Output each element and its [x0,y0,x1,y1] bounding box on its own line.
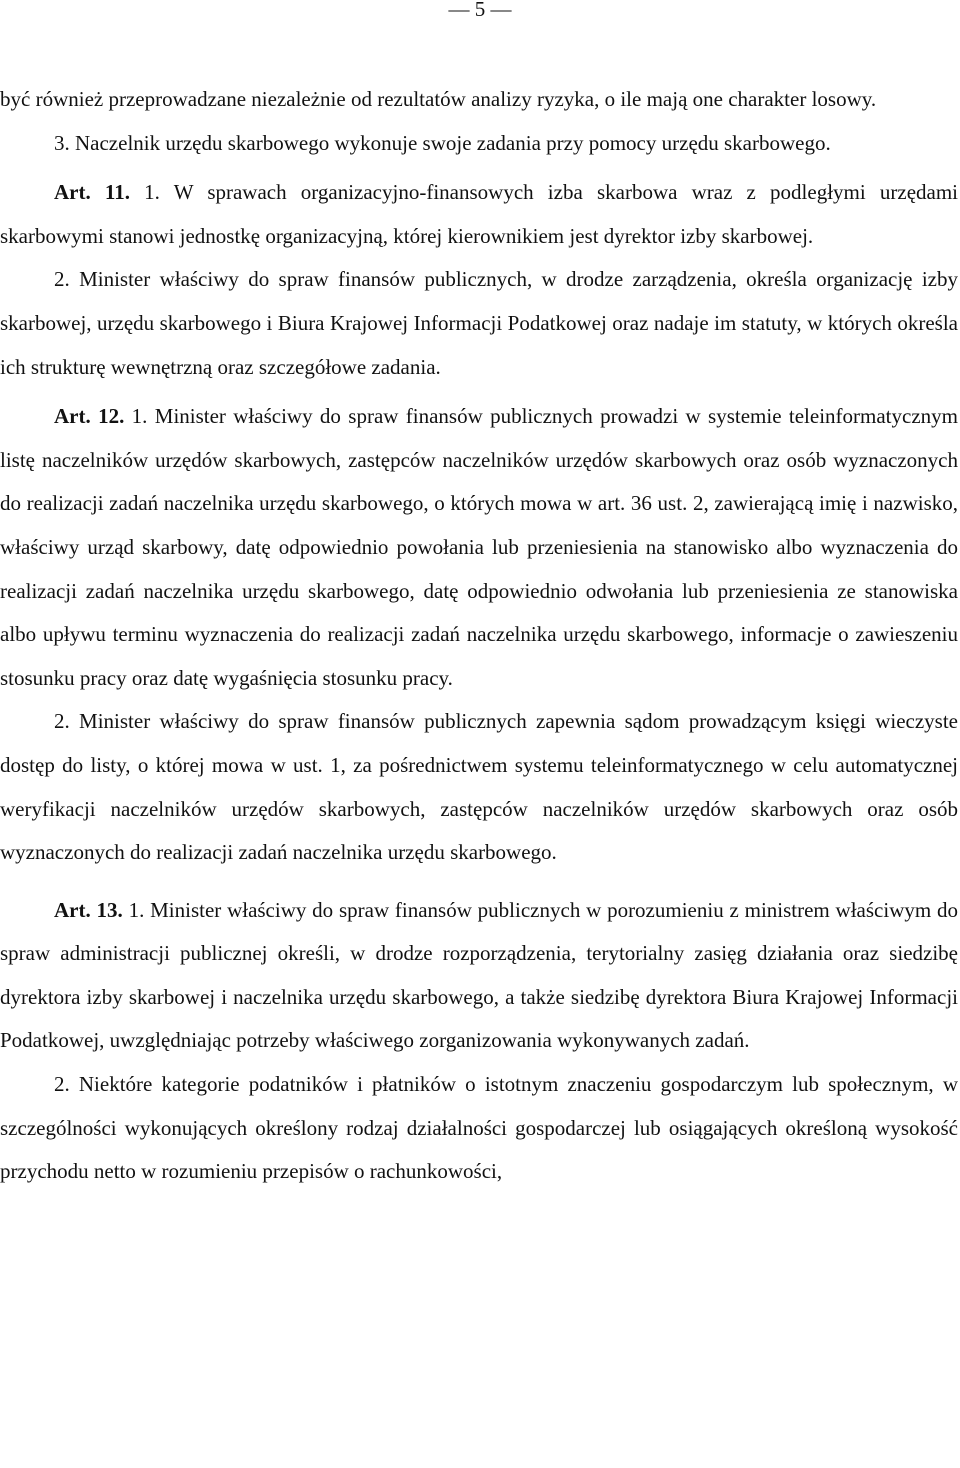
paragraph-text: 1. W sprawach organizacyjno-finansowych izba skarbowa wraz z podległymi urzędami skarbowymi stanowi jednostkę organizacyjną, której kierownikiem jest dyrektor izby skarbowej. [0,180,959,248]
paragraph-art13-ust1 [0,889,958,1063]
article-label: Art. 11. [54,180,130,205]
paragraph-text: 2. Niektóre kategorie podatników i płatników o istotnym znaczeniu gospodarczym lub społecznym, w szczególności wykonujących określony rodzaj działalności gospodarczej lub osiągających określoną wysokość przychodu netto w rozumieniu przepisów o rachunkowości, [0,1072,958,1184]
paragraph-text: 3. Naczelnik urzędu skarbowego wykonuje swoje zadania przy pomocy urzędu skarbowego. [54,130,831,155]
article-label: Art. 12. [54,404,125,429]
paragraph-art12-ust1 [0,395,958,700]
paragraph-text: 1. Minister właściwy do spraw finansów publicznych prowadzi w systemie teleinformatycznym listę naczelników urzędów skarbowych, zastępców naczelników urzędów skarbowych oraz osób wyznaczonych do realizacji zadań naczelnika urzędu skarbowego, o których mowa w art. 36 ust. 2, zawierającą imię i nazwisko, właściwy urząd skarbowy, datę odpowiednio powołania lub przeniesienia na stanowisko albo wyznaczenia do realizacji zadań naczelnika urzędu skarbowego, datę odpowiednio odwołania lub przeniesienia ze stanowiska albo upływu terminu wyznaczenia do realizacji zadań naczelnika urzędu skarbowego, informacje o zawieszeniu stosunku pracy oraz datę wygaśnięcia stosunku pracy. [0,404,958,690]
page-number: — 5 — [448,0,512,21]
document-body [0,78,958,1194]
paragraph-art10-ust3 [0,122,958,166]
paragraph-art11-ust1 [0,171,958,258]
paragraph-continuation [0,78,958,122]
paragraph-text: być również przeprowadzane niezależnie od rezultatów analizy ryzyka, o ile mają one charakter losowy. [0,87,877,111]
paragraph-text: 2. Minister właściwy do spraw finansów publicznych zapewnia sądom prowadzącym księgi wieczyste dostęp do listy, o której mowa w ust. 1, za pośrednictwem systemu teleinformatycznego w celu automatycznej weryfikacji naczelników urzędów skarbowych, zastępców naczelników urzędów skarbowych oraz osób wyznaczonych do realizacji zadań naczelnika urzędu skarbowego. [0,709,958,865]
paragraph-text: 1. Minister właściwy do spraw finansów publicznych w porozumieniu z ministrem właściwym do spraw administracji publicznej określi, w drodze rozporządzenia, terytorialny zasięg działania oraz siedzibę dyrektora izby skarbowej i naczelnika urzędu skarbowego, a także siedzibę dyrektora Biura Krajowej Informacji Podatkowej, uwzględniając potrzeby właściwego zorganizowania wykonywanych zadań. [0,897,958,1053]
paragraph-art11-ust2 [0,258,958,389]
paragraph-art12-ust2 [0,700,958,874]
paragraph-art13-ust2 [0,1063,958,1194]
paragraph-text: 2. Minister właściwy do spraw finansów publicznych, w drodze zarządzenia, określa organizację izby skarbowej, urzędu skarbowego i Biura Krajowej Informacji Podatkowej oraz nadaje im statuty, w których określa ich strukturę wewnętrzną oraz szczegółowe zadania. [0,267,958,379]
article-label: Art. 13. [54,897,123,922]
